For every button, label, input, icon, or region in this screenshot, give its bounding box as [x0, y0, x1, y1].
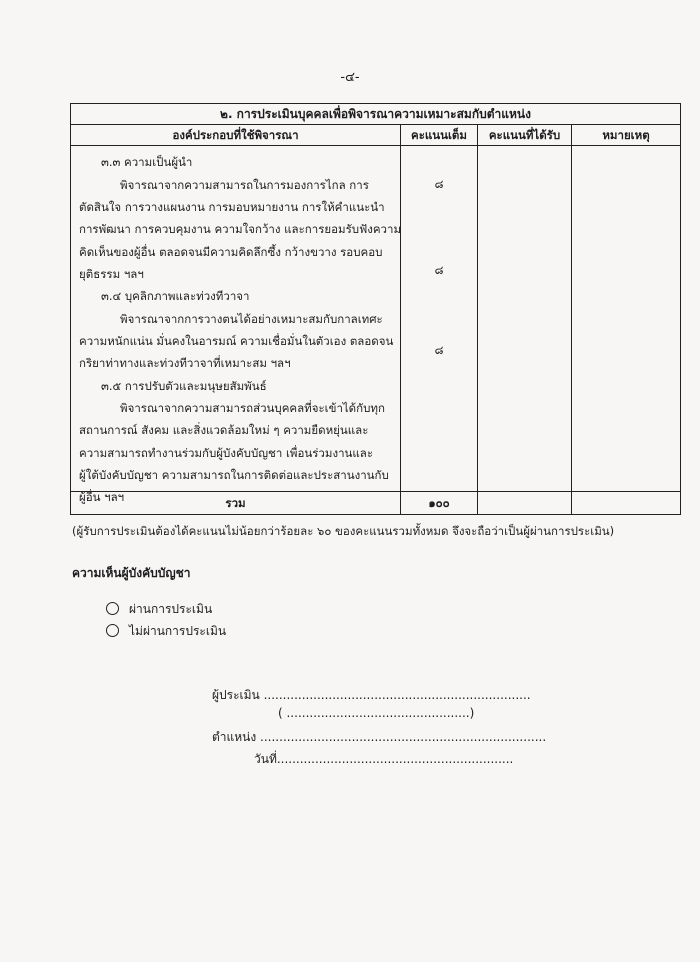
criteria-line: ยุติธรรม ฯลฯ: [79, 267, 144, 281]
option-fail[interactable]: [106, 622, 226, 641]
criteria-line: ๓.๓ ความเป็นผู้นำ: [101, 155, 193, 169]
criteria-line: สถานการณ์ สังคม และสิ่งแวดล้อมใหม่ ๆ ความยืดหยุ่นและ: [79, 423, 369, 437]
criteria-line: ความสามารถทำงานร่วมกับผู้บังคับบัญชา เพื่อนร่วมงานและ: [79, 446, 374, 460]
evaluator-signature-line: ผู้ประเมิน ......................................................................: [212, 688, 531, 702]
header-received-score: คะแนนที่ได้รับ: [478, 125, 572, 146]
total-remarks: [572, 492, 681, 515]
radio-circle-icon[interactable]: [106, 624, 119, 637]
header-full-score: คะแนนเต็ม: [401, 125, 478, 146]
page-number: -๔-: [340, 70, 360, 85]
option-pass[interactable]: [106, 600, 212, 619]
criteria-line: ๓.๕ การปรับตัวและมนุษยสัมพันธ์: [101, 379, 267, 393]
position-line: ตำแหน่ง ...........................................................................: [212, 730, 547, 744]
option-label: ผ่านการประเมิน: [129, 602, 213, 616]
criteria-line: กริยาท่าทางและท่วงทีวาจาที่เหมาะสม ฯลฯ: [79, 356, 291, 370]
remarks-cell: [572, 146, 681, 492]
criteria-line: ผู้อื่น ฯลฯ: [79, 490, 125, 504]
option-label: ไม่ผ่านการประเมิน: [129, 624, 227, 638]
full-score-cell: [401, 146, 478, 492]
supervisor-opinion-title: ความเห็นผู้บังคับบัญชา: [72, 566, 191, 580]
evaluation-table: [70, 103, 681, 515]
criteria-line: ตัดสินใจ การวางแผนงาน การมอบหมายงาน การให้คำแนะนำ: [79, 200, 385, 214]
score-value: ๘: [434, 343, 444, 357]
criteria-line: คิดเห็นของผู้อื่น ตลอดจนมีความคิดลึกซึ้ง กว้างขวาง รอบคอบ: [79, 245, 383, 259]
score-value: ๘: [434, 177, 444, 191]
score-value: ๘: [434, 263, 444, 277]
date-line: วันที่..............................................................: [254, 752, 514, 766]
radio-circle-icon[interactable]: [106, 602, 119, 615]
header-criteria: องค์ประกอบที่ใช้พิจารณา: [71, 125, 401, 146]
total-score: ๑๐๐: [401, 492, 478, 515]
evaluator-name-line: ( ................................................): [278, 706, 475, 720]
criteria-cell: [71, 146, 402, 504]
received-score-cell: [478, 146, 572, 492]
criteria-line: พิจารณาจากความสามารถส่วนบุคคลที่จะเข้าได้กับทุก: [120, 401, 385, 415]
criteria-line: พิจารณาจากการวางตนได้อย่างเหมาะสมกับกาลเทศะ: [120, 312, 383, 326]
criteria-line: ๓.๔ บุคลิกภาพและท่วงทีวาจา: [101, 289, 250, 303]
total-label: รวม: [71, 492, 401, 515]
criteria-line: ความหนักแน่น มั่นคงในอารมณ์ ความเชื่อมั่นในตัวเอง ตลอดจน: [79, 334, 394, 348]
criteria-line: การพัฒนา การควบคุมงาน ความใจกว้าง และการยอมรับฟังความ: [79, 222, 402, 236]
criteria-line: พิจารณาจากความสามารถในการมองการไกล การ: [120, 178, 369, 192]
total-received: [478, 492, 572, 515]
pass-criteria-note: (ผู้รับการประเมินต้องได้คะแนนไม่น้อยกว่าร้อยละ ๖๐ ของคะแนนรวมทั้งหมด จึงจะถือว่าเป็นผู้ผ่านการประเมิน): [72, 524, 615, 538]
table-title: ๒. การประเมินบุคคลเพื่อพิจารณาความเหมาะสมกับตำแหน่ง: [71, 104, 681, 125]
criteria-line: ผู้ใต้บังคับบัญชา ความสามารถในการติดต่อและประสานงานกับ: [79, 468, 389, 482]
header-remarks: หมายเหตุ: [572, 125, 681, 146]
